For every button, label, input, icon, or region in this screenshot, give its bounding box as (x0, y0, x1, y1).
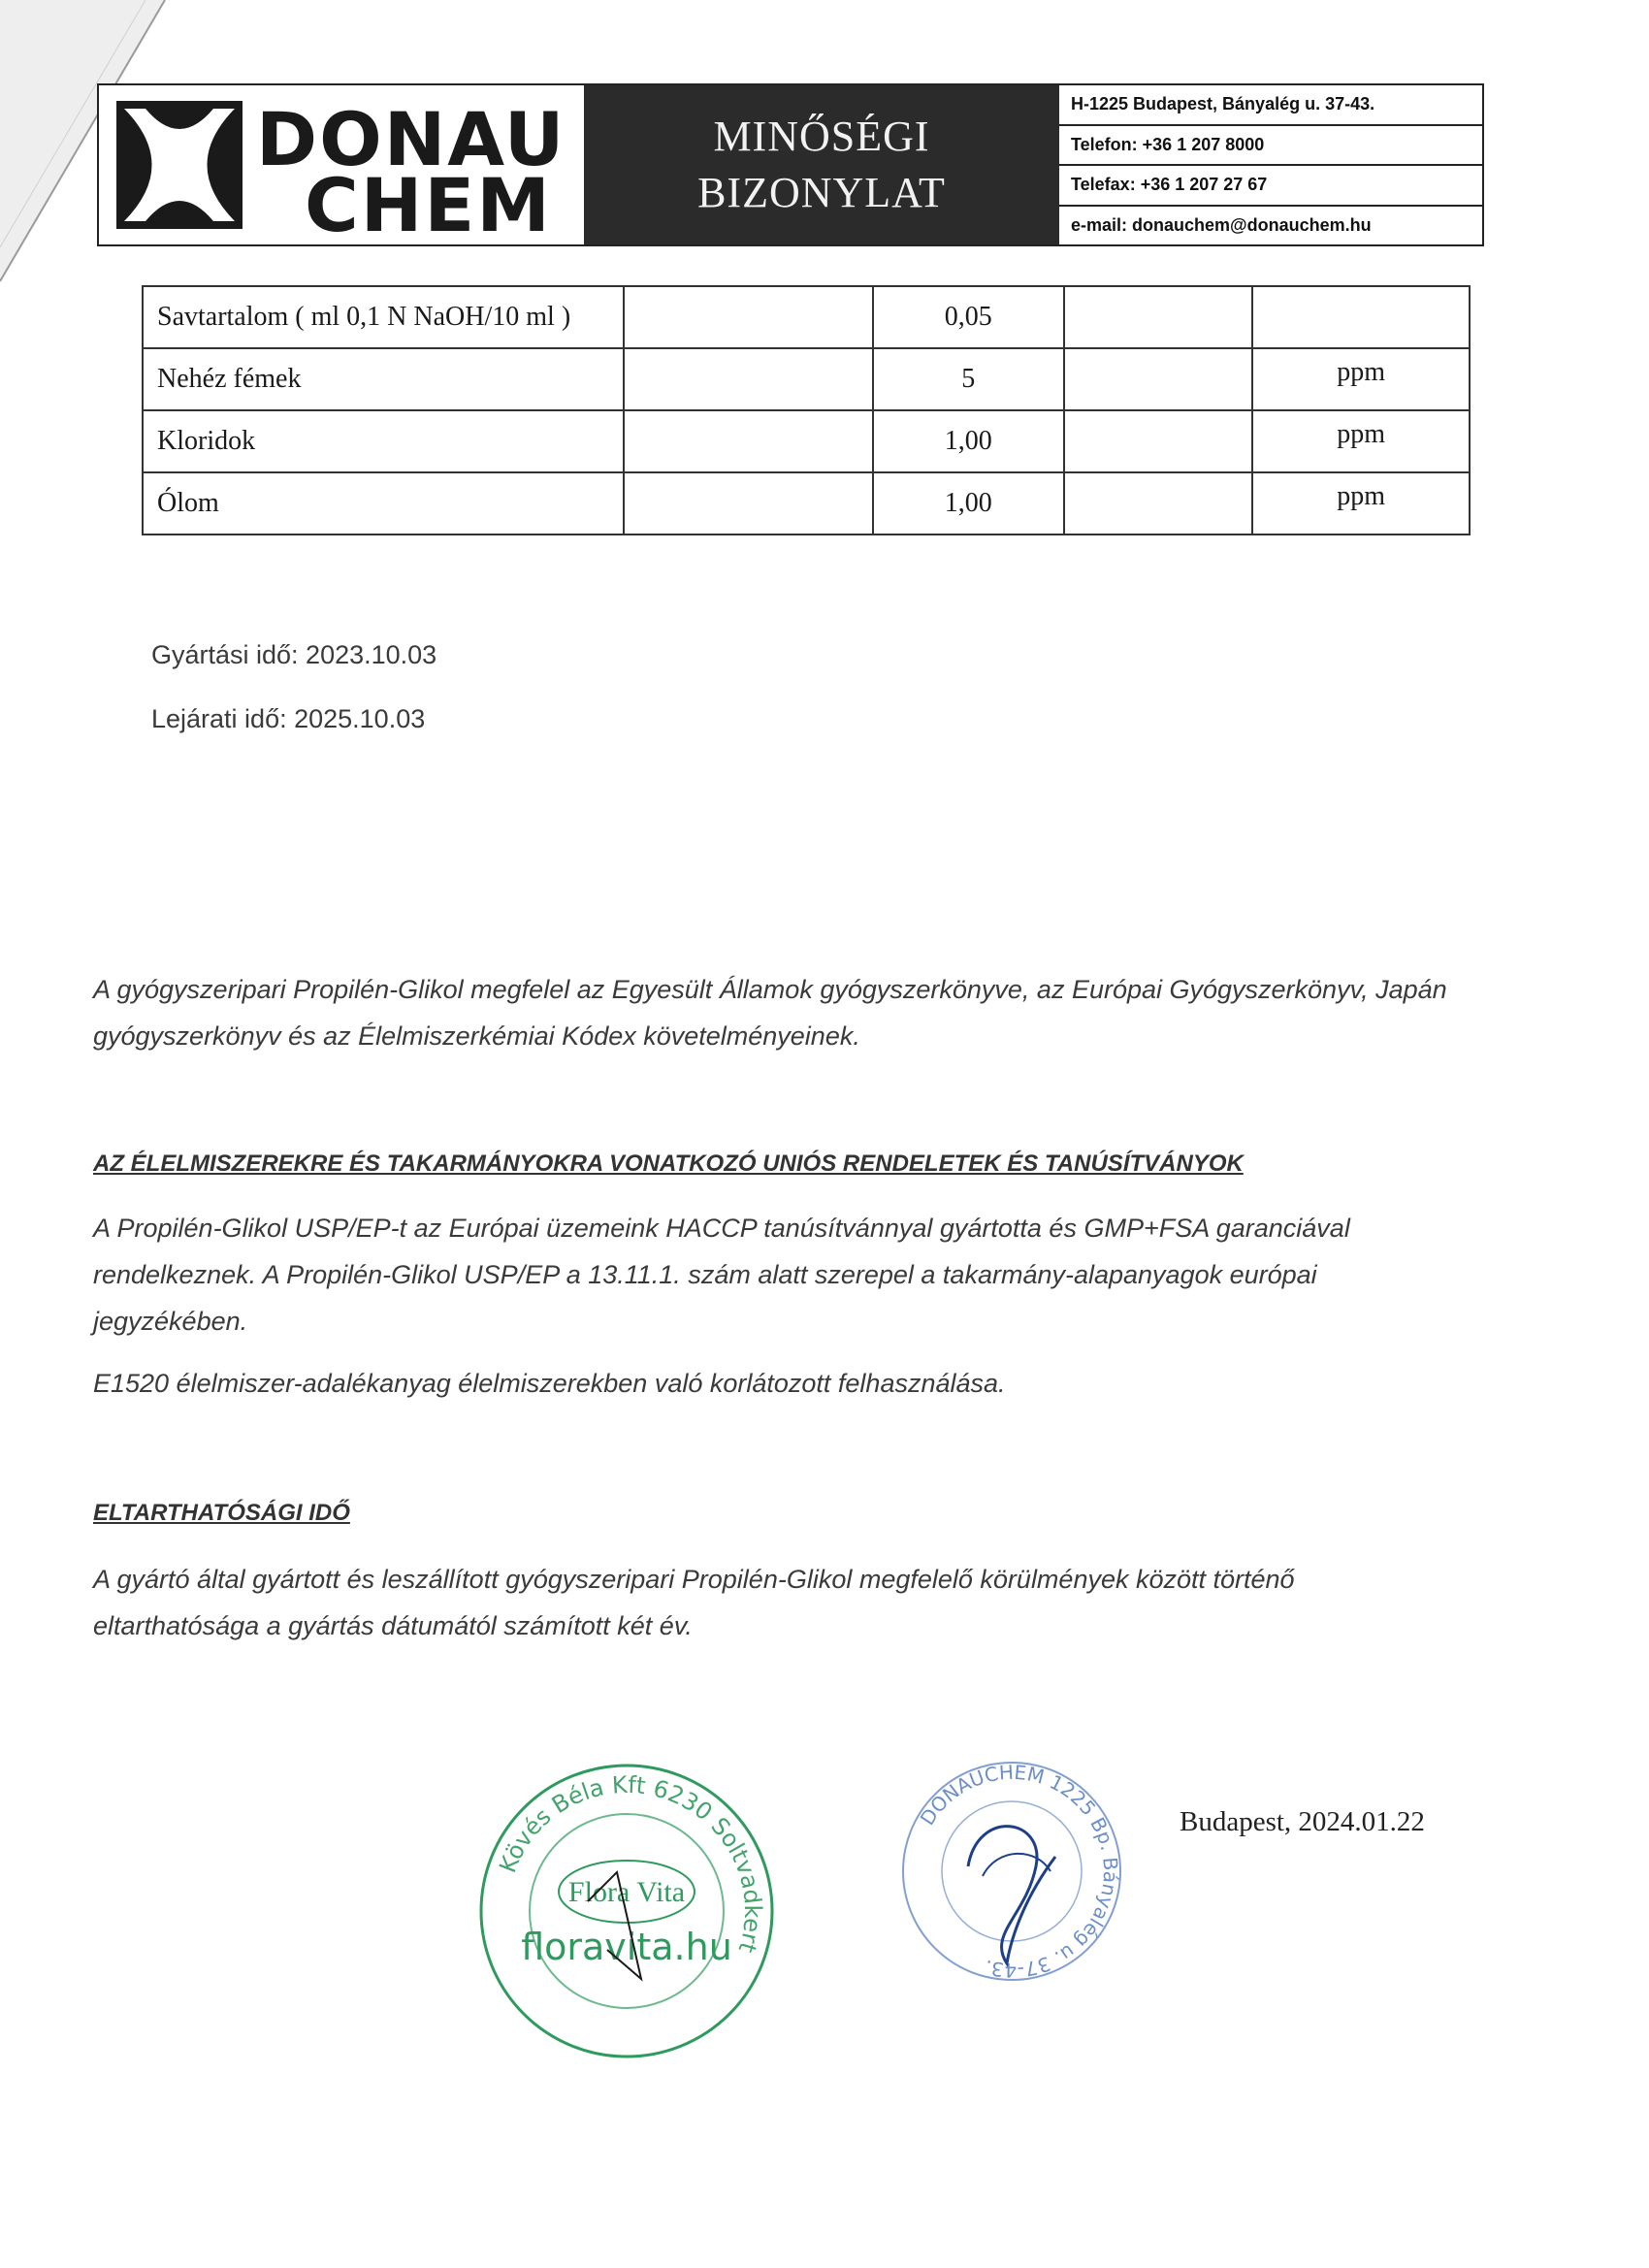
param-cell: Savtartalom ( ml 0,1 N NaOH/10 ml ) (143, 286, 624, 348)
document-header (97, 83, 1484, 246)
unit-cell: ppm (1252, 410, 1470, 472)
svg-text:floravita.hu: floravita.hu (521, 1926, 732, 1968)
logo-mark-icon (116, 101, 242, 229)
floravita-stamp (471, 1756, 782, 2066)
empty-cell (1064, 410, 1253, 472)
contact-fax: Telefax: +36 1 207 27 67 (1059, 166, 1482, 207)
unit-cell (1252, 286, 1470, 348)
empty-cell (1064, 472, 1253, 535)
title-line-2: BIZONYLAT (697, 169, 946, 216)
param-cell: Ólom (143, 472, 624, 535)
eu-paragraph-line-2: rendelkeznek. A Propilén-Glikol USP/EP a 13.11.1. szám alatt szerepel a takarmány-alapanyagok európai (93, 1260, 1317, 1289)
table-row (143, 410, 1470, 472)
empty-cell (1064, 348, 1253, 410)
eu-paragraph-line-3: jegyzékében. (93, 1307, 248, 1336)
empty-cell (1064, 286, 1253, 348)
empty-cell (624, 348, 873, 410)
value-cell: 5 (873, 348, 1064, 410)
empty-cell (624, 286, 873, 348)
eu-paragraph-2: E1520 élelmiszer-adalékanyag élelmiszerekben való korlátozott felhasználása. (93, 1369, 1006, 1398)
contact-phone: Telefon: +36 1 207 8000 (1059, 126, 1482, 167)
shelf-life-heading: ELTARTHATÓSÁGI IDŐ (93, 1500, 350, 1526)
value-cell: 0,05 (873, 286, 1064, 348)
place-and-date: Budapest, 2024.01.22 (1180, 1806, 1425, 1837)
shelf-life-line-1: A gyártó által gyártott és leszállított gyógyszeripari Propilén-Glikol megfelelő körülmények között történő (93, 1565, 1295, 1594)
eu-paragraph-line-1: A Propilén-Glikol USP/EP-t az Európai üzemeink HACCP tanúsítvánnyal gyártotta és GMP+FSA garanciával (93, 1214, 1350, 1243)
logo-text-chem: CHEM (305, 162, 552, 248)
compliance-line-2: gyógyszerkönyv és az Élelmiszerkémiai Kódex követelményeinek. (93, 1021, 860, 1051)
value-cell: 1,00 (873, 410, 1064, 472)
compliance-line-1: A gyógyszeripari Propilén-Glikol megfelel az Egyesült Államok gyógyszerkönyve, az Európai Gyógyszerkönyv, Japán (93, 975, 1447, 1004)
contact-info (1059, 85, 1482, 244)
unit-cell: ppm (1252, 472, 1470, 535)
value-cell: 1,00 (873, 472, 1064, 535)
param-cell: Nehéz fémek (143, 348, 624, 410)
table-row (143, 348, 1470, 410)
table-row (143, 472, 1470, 535)
svg-text:DONAUCHEM 1225 Bp. Bányalég u.: DONAUCHEM 1225 Bp. Bányalég u. 37-43. (915, 1760, 1123, 1983)
empty-cell (624, 472, 873, 535)
empty-cell (624, 410, 873, 472)
svg-text:Flora Vita: Flora Vita (567, 1876, 686, 1908)
donau-chem-logo (99, 85, 584, 248)
expiry-date: Lejárati idő: 2025.10.03 (151, 704, 426, 733)
donauchem-stamp (890, 1750, 1133, 1993)
production-date: Gyártási idő: 2023.10.03 (151, 640, 437, 669)
contact-address: H-1225 Budapest, Bányalég u. 37-43. (1059, 85, 1482, 126)
unit-cell: ppm (1252, 348, 1470, 410)
eu-section-heading: AZ ÉLELMISZEREKRE ÉS TAKARMÁNYOKRA VONATKOZÓ UNIÓS RENDELETEK ÉS TANÚSÍTVÁNYOK (93, 1150, 1244, 1177)
contact-email: e-mail: donauchem@donauchem.hu (1071, 214, 1372, 235)
svg-text:Kövés Béla Kft 6230 Soltvadker: Kövés Béla Kft 6230 Soltvadkert (494, 1770, 767, 1957)
param-cell: Kloridok (143, 410, 624, 472)
results-table (142, 285, 1471, 535)
shelf-life-line-2: eltarthatósága a gyártás dátumától számított két év. (93, 1611, 693, 1640)
table-row (143, 286, 1470, 348)
document-title (584, 85, 1059, 244)
logo-text-donau: DONAU (256, 96, 566, 182)
title-line-1: MINŐSÉGI (713, 113, 930, 160)
